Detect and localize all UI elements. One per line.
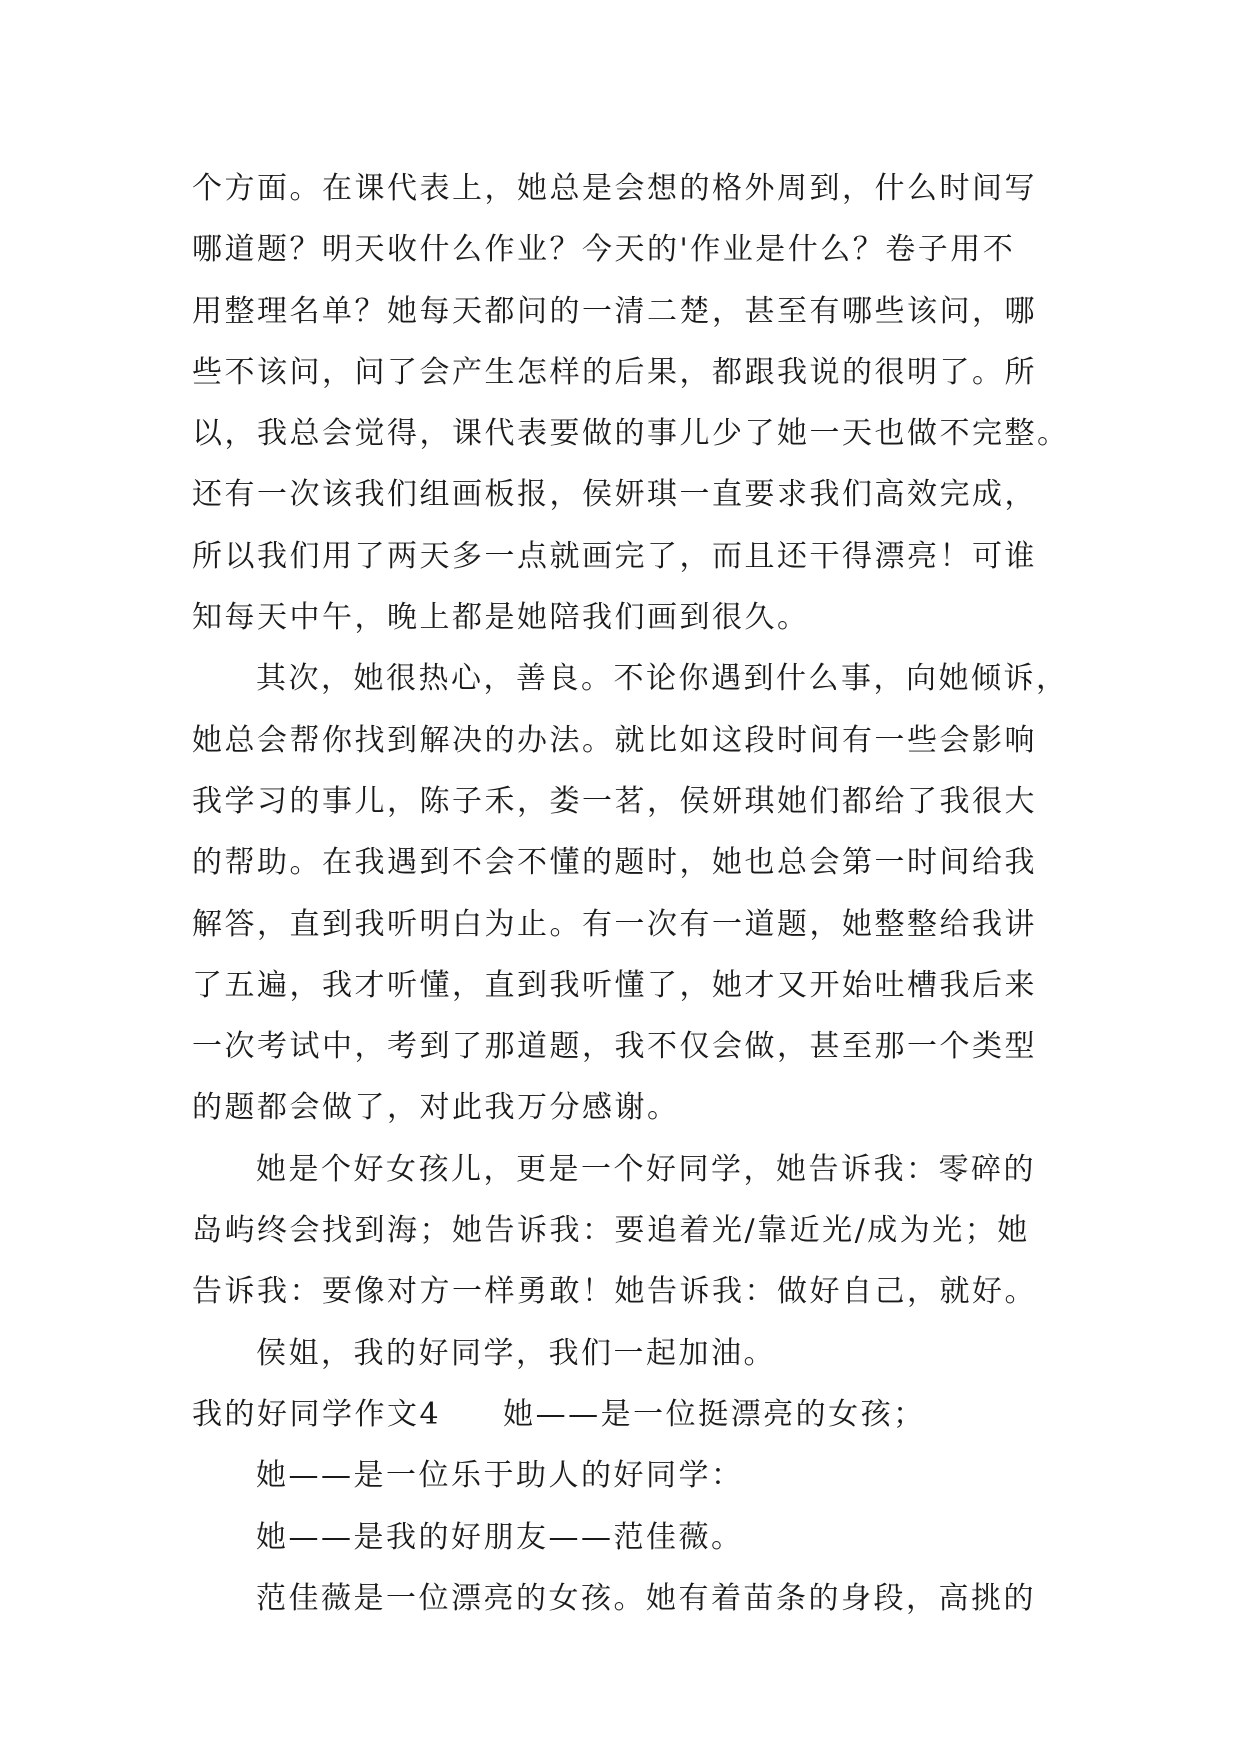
paragraph-first-line: 范佳薇是一位漂亮的女孩。她有着苗条的身段，高挑的 xyxy=(256,1580,1036,1616)
paragraph-first-line: 其次，她很热心，善良。不论你遇到什么事，向她倾诉， xyxy=(256,661,1069,697)
text-line: 我学习的事儿，陈子禾，娄一茗，侯妍琪她们都给了我很大 xyxy=(192,783,1037,819)
paragraph-first-line: 她——是我的好朋友——范佳薇。 xyxy=(256,1519,744,1555)
text-line: 用整理名单？她每天都问的一清二楚，甚至有哪些该问，哪 xyxy=(192,293,1037,329)
text-line: 还有一次该我们组画板报，侯妍琪一直要求我们高效完成， xyxy=(192,477,1037,513)
text-line: 解答，直到我听明白为止。有一次有一道题，她整整给我讲 xyxy=(192,906,1037,942)
text-line: 告诉我：要像对方一样勇敢！她告诉我：做好自己，就好。 xyxy=(192,1274,1037,1310)
section-heading-line xyxy=(192,1384,1052,1445)
text-line: 以，我总会觉得，课代表要做的事儿少了她一天也做不完整。 xyxy=(192,416,1070,452)
text-line: 些不该问，问了会产生怎样的后果，都跟我说的很明了。所 xyxy=(192,354,1037,390)
text-line: 所以我们用了两天多一点就画完了，而且还干得漂亮！可谁 xyxy=(192,538,1037,574)
paragraph-first-line: 她——是一位乐于助人的好同学： xyxy=(256,1458,744,1494)
text-line: 了五遍，我才听懂，直到我听懂了，她才又开始吐槽我后来 xyxy=(192,967,1037,1003)
text-line: 她总会帮你找到解决的办法。就比如这段时间有一些会影响 xyxy=(192,722,1037,758)
body-text xyxy=(192,158,1070,1629)
text-line: 知每天中午，晚上都是她陪我们画到很久。 xyxy=(192,600,810,636)
text-line: 一次考试中，考到了那道题，我不仅会做，甚至那一个类型 xyxy=(192,1029,1037,1065)
section-first-sentence: 她——是一位挺漂亮的女孩； xyxy=(503,1396,926,1432)
paragraph-first-line: 她是个好女孩儿，更是一个好同学，她告诉我：零碎的 xyxy=(256,1151,1036,1187)
text-line: 的题都会做了，对此我万分感谢。 xyxy=(192,1090,680,1126)
text-line: 哪道题？明天收什么作业？今天的'作业是什么？卷子用不 xyxy=(192,232,1016,268)
text-line: 的帮助。在我遇到不会不懂的题时，她也总会第一时间给我 xyxy=(192,845,1037,881)
text-line: 岛屿终会找到海；她告诉我：要追着光/靠近光/成为光；她 xyxy=(192,1213,1030,1249)
section-title: 我的好同学作文4 xyxy=(192,1396,442,1432)
text-line: 个方面。在课代表上，她总是会想的格外周到，什么时间写 xyxy=(192,171,1037,206)
paragraph-first-line: 侯姐，我的好同学，我们一起加油。 xyxy=(256,1335,776,1371)
